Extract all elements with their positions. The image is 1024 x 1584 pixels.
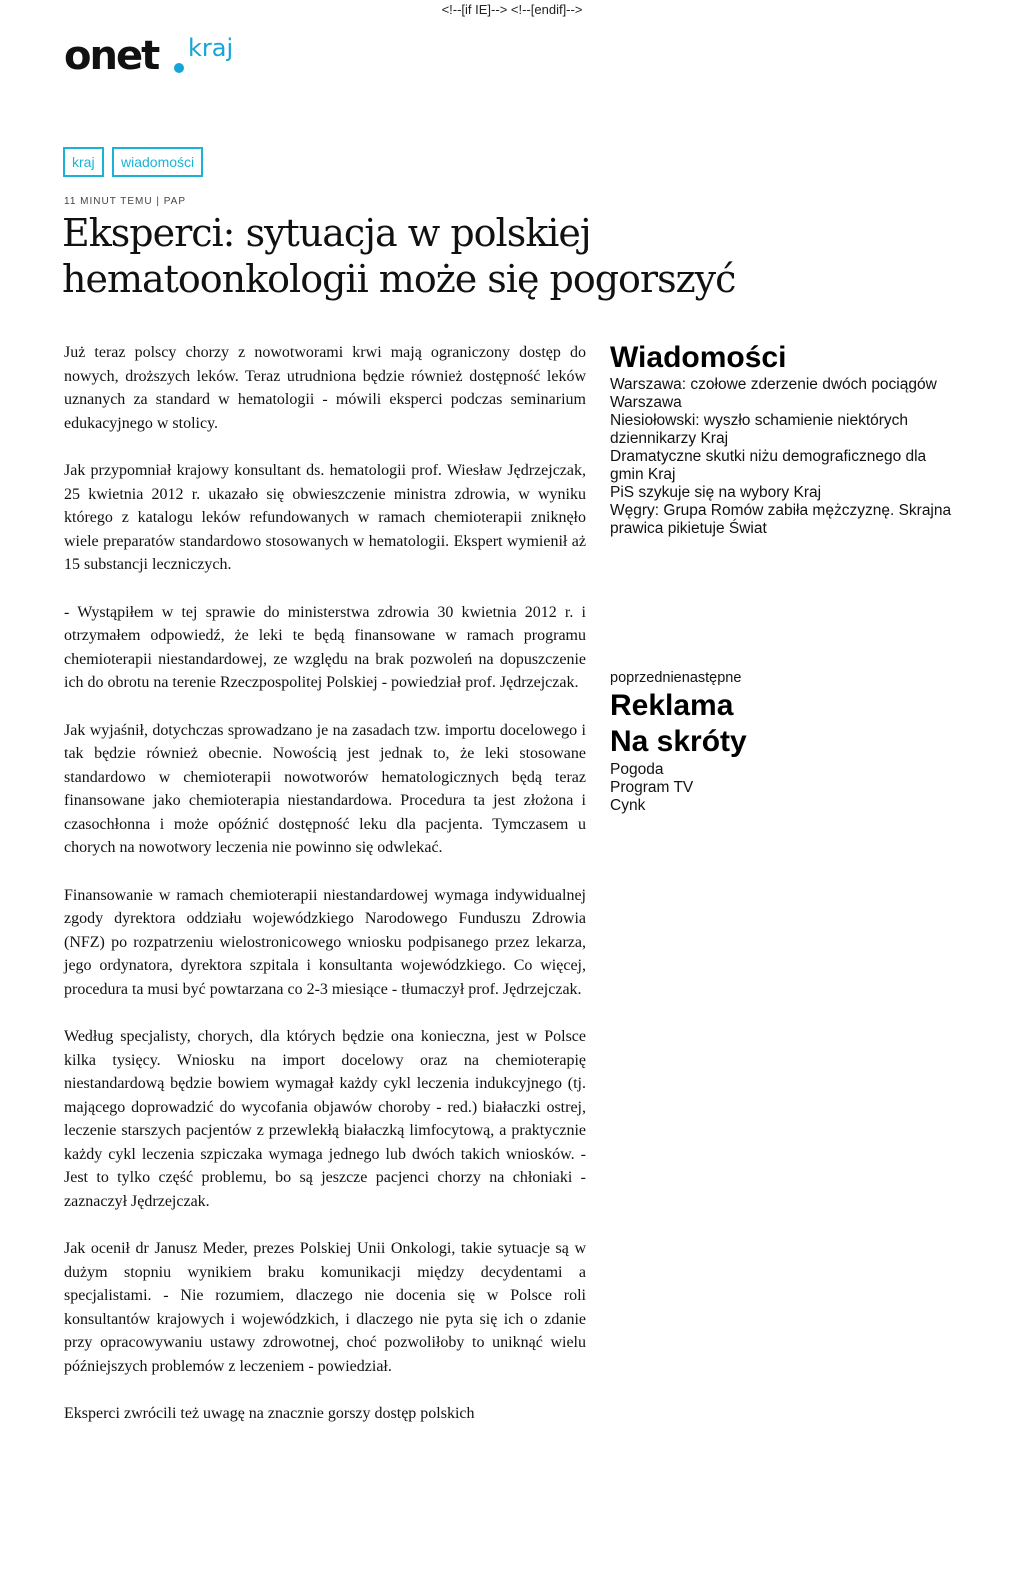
na-skroty-heading: Na skróty bbox=[610, 725, 747, 758]
news-list bbox=[610, 376, 960, 538]
tag-kraj[interactable]: kraj bbox=[63, 147, 104, 177]
ie-conditional-comment-text: <!--[if IE]--> <!--[endif]--> bbox=[441, 2, 583, 17]
article-paragraph: Jak ocenił dr Janusz Meder, prezes Polskiej Unii Onkologi, takie sytuacje są w dużym stopniu wynikiem braku komunikacji między decydentami a specjalistami. - Nie rozumiem, dlaczego nie docenia się w Polsce roli konsultantów krajowych i wojewódzkich, i dlaczego nie pyta się ich o zdanie przy opracowywaniu ustawy zdrowotnej, choć pozwoliłoby to uniknąć wielu późniejszych problemów z leczeniem - powiedział. bbox=[64, 1240, 586, 1375]
article-paragraph: Już teraz polscy chorzy z nowotworami krwi mają ograniczony dostęp do nowych, droższych leków. Teraz utrudniona będzie również dostępność leków uznanych za standard w hematologii - mówili eksperci podczas seminarium edukacyjnego w stolicy. bbox=[64, 344, 586, 432]
prev-next-links[interactable]: poprzednienastępne bbox=[610, 670, 742, 686]
news-item bbox=[610, 448, 960, 484]
article-paragraph: Finansowanie w ramach chemioterapii niestandardowej wymaga indywidualnej zgody dyrektora oddziału wojewódzkiego Narodowego Funduszu Zdrowia (NFZ) po rozpatrzeniu wielostronicowego wniosku podpisanego przez lekarza, jego ordynatora, dyrektora szpitala i konsultanta wojewódzkiego. Co więcej, procedura ta musi być powtarzana co 2-3 miesiące - tłumaczył prof. Jędrzejczak. bbox=[64, 886, 586, 998]
news-link[interactable]: Warszawa: czołowe zderzenie dwóch pociągów Warszawa bbox=[610, 376, 937, 411]
onet-kraj-logo[interactable] bbox=[64, 33, 234, 79]
news-link[interactable]: Niesiołowski: wyszło schamienie niektórych dziennikarzy Kraj bbox=[610, 412, 909, 447]
news-link[interactable]: PiS szykuje się na wybory Kraj bbox=[610, 484, 822, 501]
news-link[interactable]: Węgry: Grupa Romów zabiła mężczyznę. Skrajna prawica pikietuje Świat bbox=[610, 502, 952, 537]
article-title: Eksperci: sytuacja w polskiej hematoonkologii może się pogorszyć bbox=[62, 211, 736, 301]
article-paragraph: Jak przypomniał krajowy konsultant ds. hematologii prof. Wiesław Jędrzejczak, 25 kwietnia 2012 r. ukazało się obwieszczenie ministra zdrowia, w wyniku którego z katalogu leków refundowanych w ramach chemioterapii zniknęło wiele preparatów standardowo stosowanych w hematologii. Ekspert wymienił aż 15 substancji leczniczych. bbox=[64, 462, 586, 573]
news-sidebar bbox=[610, 340, 960, 538]
sidebar-heading-wiadomosci: Wiadomości bbox=[610, 341, 787, 374]
shortcut-item bbox=[610, 779, 693, 797]
article-paragraph: Eksperci zwrócili też uwagę na znacznie gorszy dostęp polskich bbox=[64, 1405, 475, 1422]
news-link[interactable]: Dramatyczne skutki niżu demograficznego dla gmin Kraj bbox=[610, 448, 927, 483]
article-body bbox=[64, 341, 586, 1450]
news-item bbox=[610, 502, 960, 538]
reklama-heading: Reklama bbox=[610, 689, 734, 722]
article-paragraph: Jak wyjaśnił, dotychczas sprowadzano je na zasadach tzw. importu docelowego i tak będzie również obecnie. Nowością jest jednak to, że leki stosowane standardowo w chemioterapii nowotworów hematologicznych będą teraz finansowane jako chemioterapia niestandardowa. Procedura ta jest złożona i czasochłonna i może opóźnić dostępność leku dla pacjenta. Tymczasem u chorych na nowotwory leczenia nie powinno się odwlekać. bbox=[64, 721, 586, 856]
news-item bbox=[610, 412, 960, 448]
news-item bbox=[610, 484, 960, 502]
shortcut-link-cynk[interactable]: Cynk bbox=[610, 797, 646, 814]
tag-wiadomosci[interactable]: wiadomości bbox=[112, 147, 203, 177]
logo-section-text: kraj bbox=[188, 34, 234, 62]
logo-onet-text: onet bbox=[64, 33, 159, 79]
news-item bbox=[610, 376, 960, 412]
shortcut-item bbox=[610, 761, 693, 779]
logo-dot-icon bbox=[174, 63, 184, 73]
article-meta: 11 MINUT TEMU | PAP bbox=[64, 196, 186, 207]
article-paragraph: Według specjalisty, chorych, dla których będzie ona konieczna, jest w Polsce kilka tysięcy. Wniosku na import docelowy oraz na chemioterapię niestandardową będzie bowiem wymagał każdy cykl leczenia indukcyjnego (tj. mającego doprowadzić do wycofania objawów choroby - red.) białaczki ostrej, leczenie starszych pacjentów z przewlekłą białaczką limfocytową, a praktycznie każdy cykl leczenia szpiczaka wymaga jednego lub dwóch takich wniosków. - Jest to tylko część problemu, bo są jeszcze pacjenci chorzy na chłoniaki - zaznaczył Jędrzejczak. bbox=[64, 1028, 586, 1210]
shortcut-link-program-tv[interactable]: Program TV bbox=[610, 779, 694, 796]
shortcuts-list bbox=[610, 761, 693, 815]
shortcut-link-pogoda[interactable]: Pogoda bbox=[610, 761, 664, 778]
article-paragraph: - Wystąpiłem w tej sprawie do ministerstwa zdrowia 30 kwietnia 2012 r. i otrzymałem odpowiedź, że leki te będą finansowane w ramach programu chemioterapii niestandardowej, ze względu na brak pozwoleń na dopuszczenie ich do obrotu na terenie Rzeczpospolitej Polskiej - powiedział prof. Jędrzejczak. bbox=[64, 603, 586, 691]
category-tags bbox=[63, 147, 207, 177]
shortcut-item bbox=[610, 797, 693, 815]
